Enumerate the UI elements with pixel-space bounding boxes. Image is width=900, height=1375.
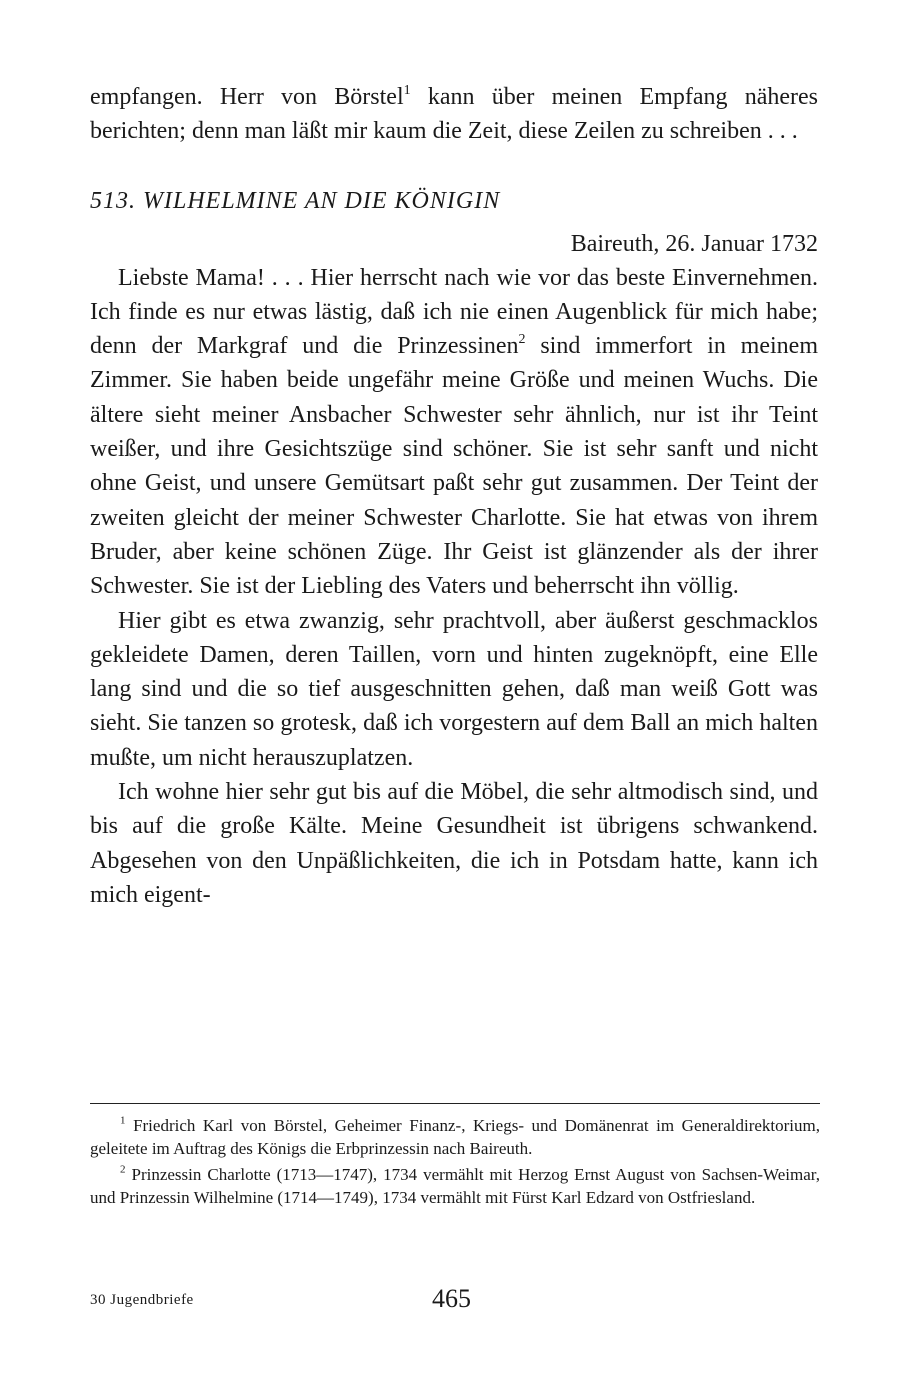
footnote-1 [90,1114,820,1160]
page-body [90,80,818,912]
page-number: 465 [432,1284,471,1313]
footnote-2-number: 2 [120,1163,126,1176]
letter-heading: 513. WILHELMINE AN DIE KÖNIGIN [90,187,501,214]
footnote-2-text: Prinzessin Charlotte (1713—1747), 1734 vermählt mit Herzog Ernst August von Sachsen-Weimar, und Prinzessin Wilhelmine (1714—1749), 1734 vermählt mit Fürst Karl Edzard von Ostfriesland. [90,1165,821,1207]
opening-text-cont: kann über meinen Empfang näheres berichten; denn man läßt mir kaum die Zeit, diese Zeilen zu schreiben . . . [90,84,818,145]
paragraph-1-text-cont: sind immerfort in meinem Zimmer. Sie haben beide ungefähr meine Größe und meinen Wuchs. Die ältere sieht meiner Ansbacher Schwester sehr ähnlich, nur ist ihr Teint weißer, und ihre Gesichtszüge sind schöner. Sie ist sehr sanft und nicht ohne Geist, und unsere Gemütsart paßt sehr gut zusammen. Der Teint der zweiten gleicht der meiner Schwester Charlotte. Sie hat etwas von ihrem Bruder, aber keine schönen Züge. Ihr Geist ist glänzender als der ihrer Schwester. Sie ist der Liebling des Vaters und beherrscht ihn völlig. [90,333,818,600]
footnote-1-number: 1 [120,1114,126,1127]
footnote-ref-1[interactable]: 1 [403,83,411,99]
footnote-ref-2[interactable]: 2 [518,332,526,348]
letter-paragraph-2: Hier gibt es etwa zwanzig, sehr prachtvoll, aber äußerst geschmacklos gekleidete Damen, deren Taillen, vorn und hinten zugeknöpft, eine Elle lang sind und die so tief ausgeschnitten gehen, daß man weiß Gott was sieht. Sie tanzen so grotesk, daß ich vorgestern auf dem Ball an mich halten mußte, um nicht herauszuplatzen. [90,607,818,771]
opening-text: empfangen. Herr von Börstel [90,84,404,110]
letter-dateline: Baireuth, 26. Januar 1732 [570,230,818,257]
letter-paragraph-3: Ich wohne hier sehr gut bis auf die Möbel, die sehr altmodisch sind, und bis auf die große Kälte. Meine Gesundheit ist übrigens schwankend. Abgesehen von den Unpäßlichkeiten, die ich in Potsdam hatte, kann ich mich eigent- [90,779,818,908]
paragraph-1-text: Liebste Mama! . . . Hier herrscht nach wie vor das beste Einvernehmen. Ich finde es nur etwas lästig, daß ich nie einen Augenblick für mich habe; denn der Markgraf und die Prinzessinen [90,264,818,360]
footnote-2 [90,1163,820,1209]
footnote-1-text: Friedrich Karl von Börstel, Geheimer Finanz-, Kriegs- und Domänenrat im Generaldirektorium, geleitete im Auftrag des Königs die Erbprinzessin nach Baireuth. [90,1116,820,1158]
letter-paragraph-1 [90,261,818,604]
footnotes [90,1103,820,1209]
opening-paragraph [90,80,818,149]
printer-signature: 30 Jugendbriefe [90,1292,194,1308]
